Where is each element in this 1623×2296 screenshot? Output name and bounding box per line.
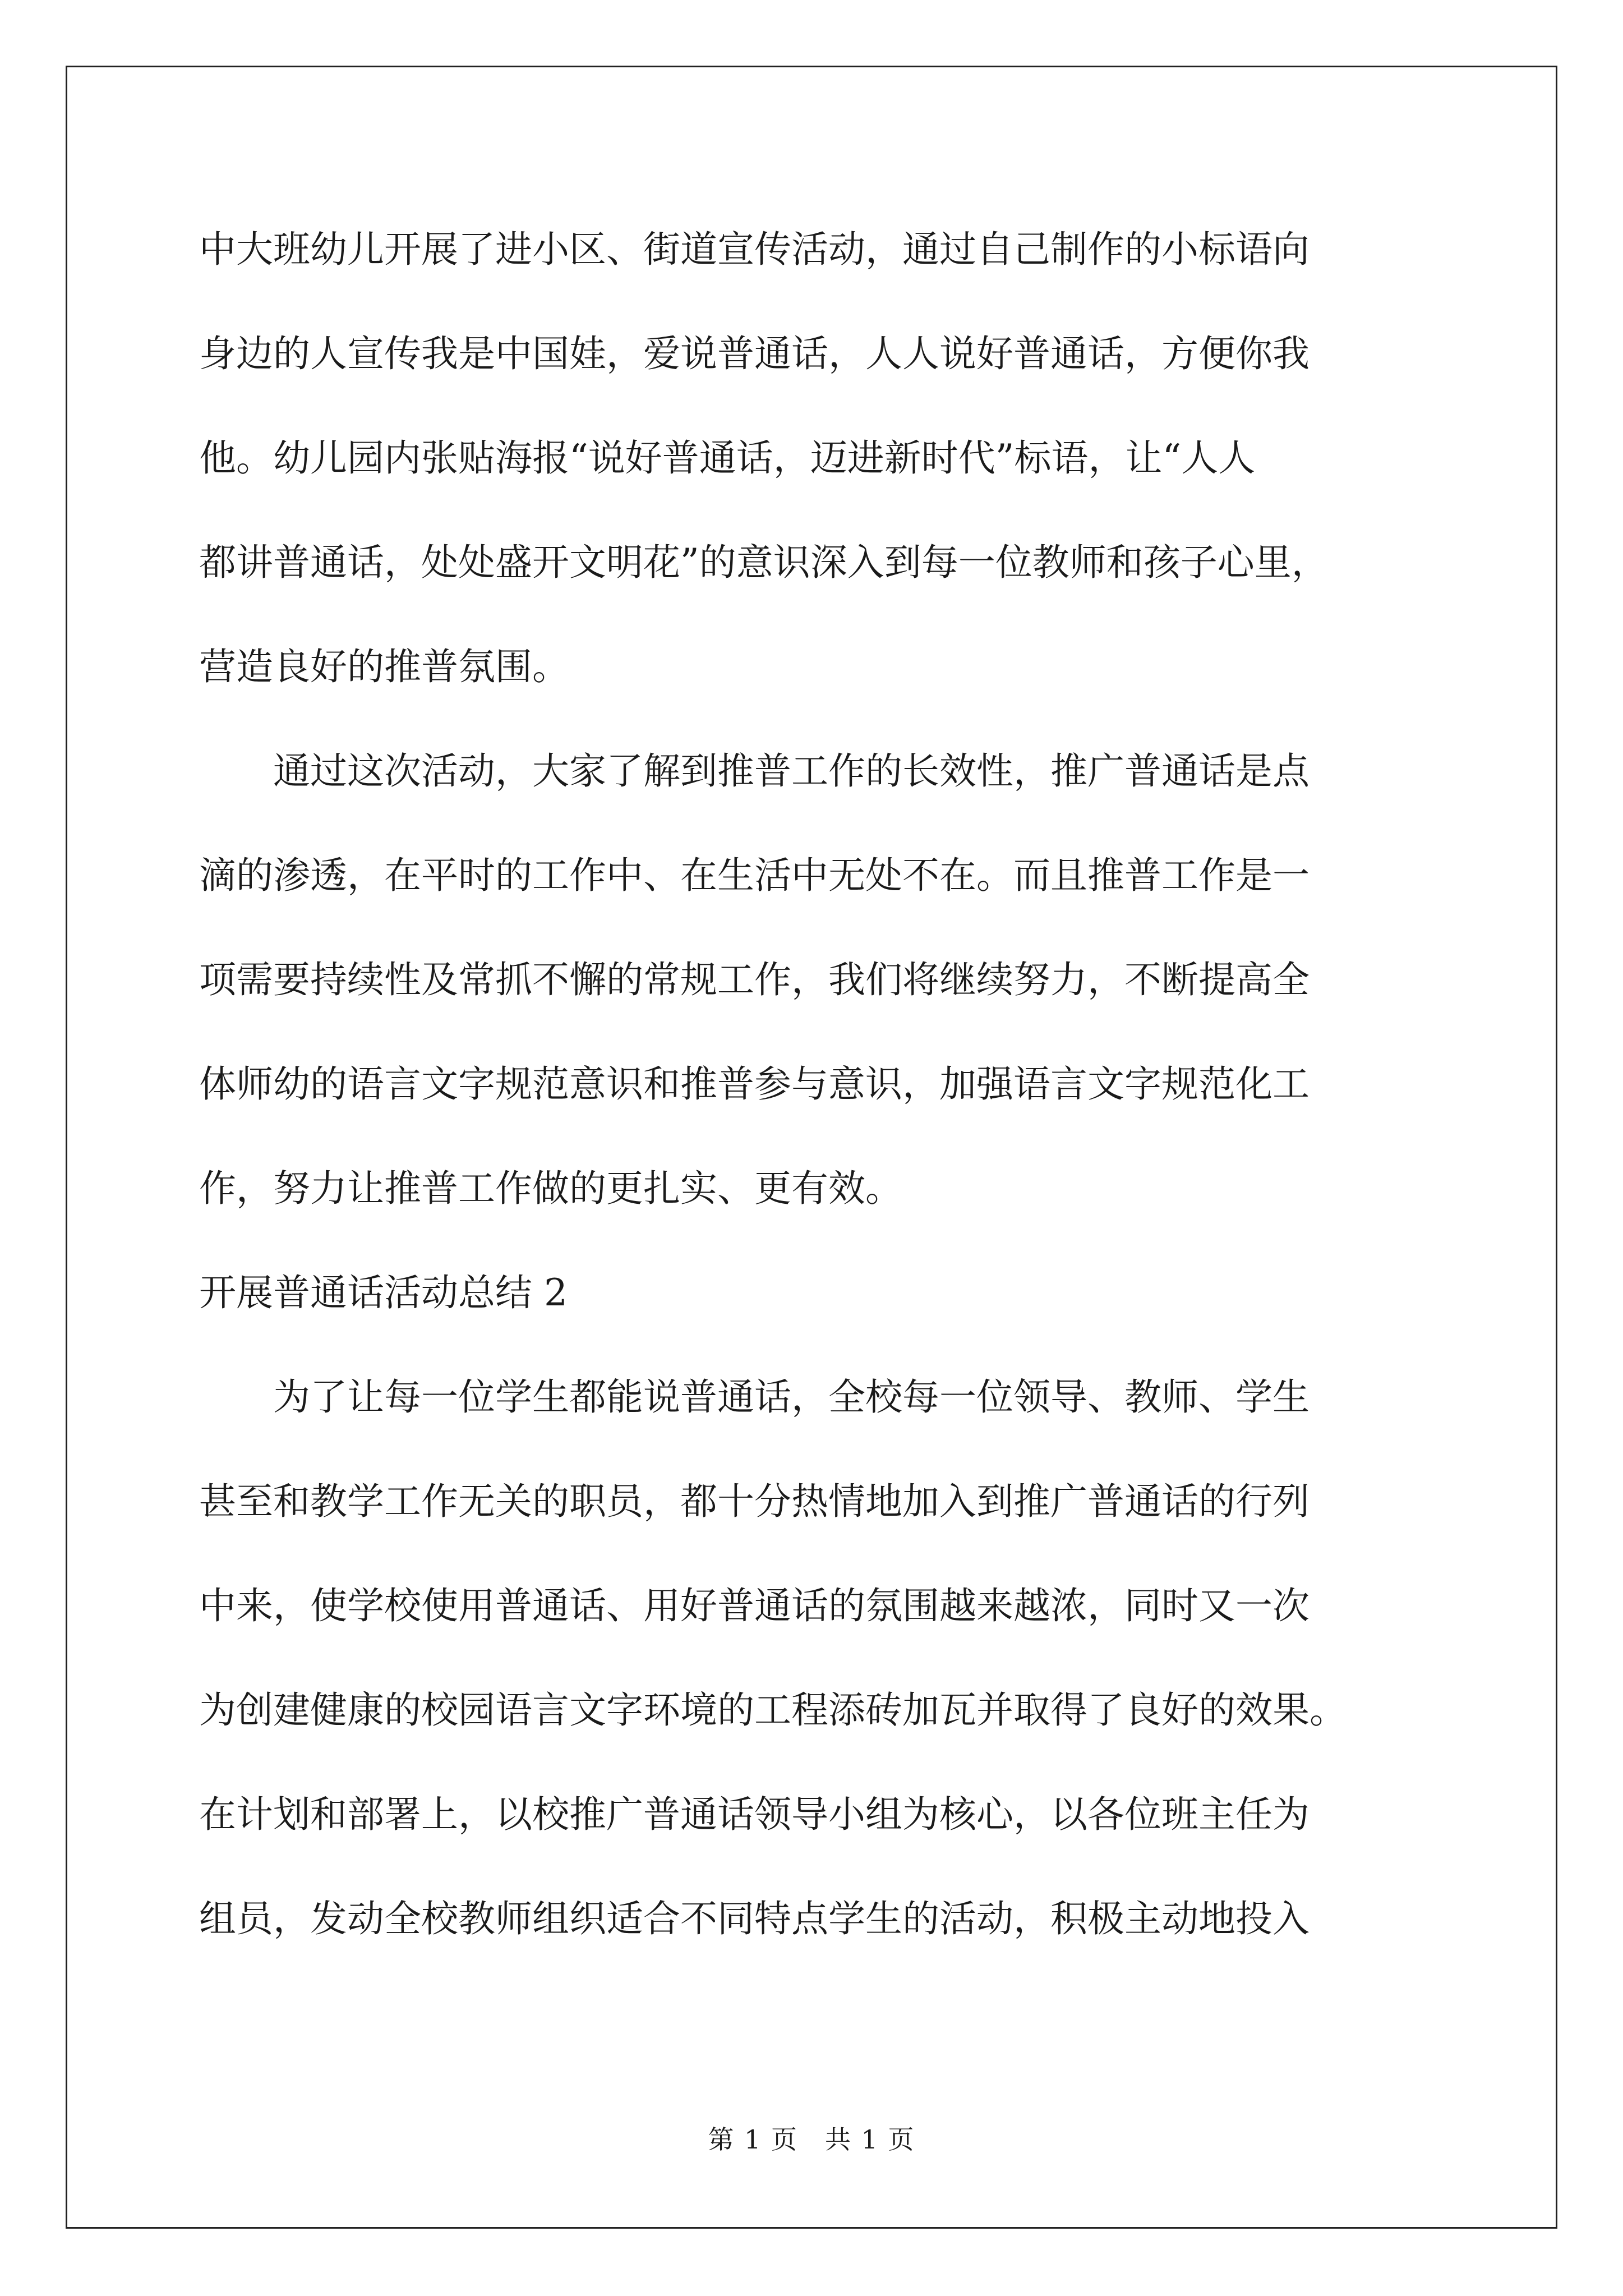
text-line: 营造良好的推普氛围。	[199, 645, 569, 688]
paragraph-1	[199, 222, 1427, 743]
text-line: 都讲普通话，处处盛开文明花”的意识深入到每一位教师和孩子心里，	[199, 541, 1329, 584]
section-heading: 开展普通话活动总结 2	[199, 1271, 568, 1314]
text-line: 中来，使学校使用普通话、用好普通话的氛围越来越浓，同时又一次	[199, 1584, 1310, 1627]
text-line: 在计划和部署上，以校推广普通话领导小组为核心，以各位班主任为	[199, 1793, 1310, 1836]
text-line: 中大班幼儿开展了进小区、街道宣传活动，通过自己制作的小标语向	[199, 228, 1310, 271]
paragraph-3	[199, 1369, 1427, 1995]
text-line: 他。幼儿园内张贴海报“说好普通话，迈进新时代”标语，让“人人	[199, 436, 1256, 480]
paragraph-2	[199, 743, 1427, 1265]
text-line: 滴的渗透，在平时的工作中、在生活中无处不在。而且推普工作是一	[199, 854, 1310, 897]
page-footer: 第 1 页 共 1 页	[708, 2124, 915, 2155]
text-line: 组员，发动全校教师组织适合不同特点学生的活动，积极主动地投入	[199, 1897, 1310, 1940]
text-line: 体师幼的语言文字规范意识和推普参与意识，加强语言文字规范化工	[199, 1062, 1310, 1106]
text-line: 身边的人宣传我是中国娃，爱说普通话，人人说好普通话，方便你我	[199, 332, 1310, 375]
text-line: 为创建健康的校园语言文字环境的工程添砖加瓦并取得了良好的效果。	[199, 1688, 1347, 1732]
text-line: 项需要持续性及常抓不懈的常规工作，我们将继续努力，不断提高全	[199, 958, 1310, 1001]
text-line: 作，努力让推普工作做的更扎实、更有效。	[199, 1167, 902, 1210]
text-line: 甚至和教学工作无关的职员，都十分热情地加入到推广普通话的行列	[199, 1480, 1310, 1523]
document-body	[199, 222, 1427, 1995]
text-line: 为了让每一位学生都能说普通话，全校每一位领导、教师、学生	[199, 1375, 1310, 1419]
text-line: 通过这次活动，大家了解到推普工作的长效性，推广普通话是点	[199, 749, 1310, 793]
